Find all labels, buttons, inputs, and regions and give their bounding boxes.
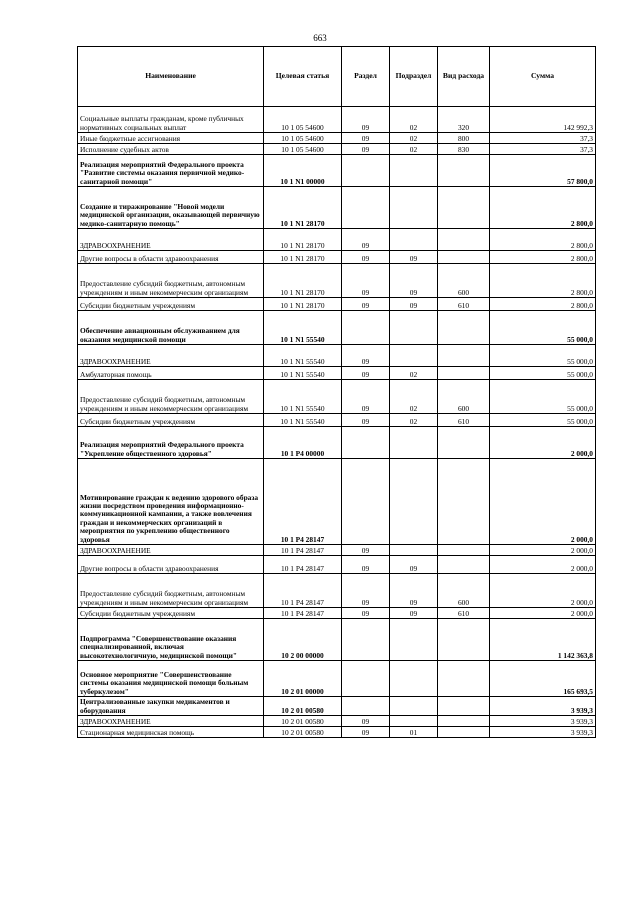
cell-amount: 3 939,3 [490, 716, 596, 727]
cell-subsection: 02 [390, 107, 438, 133]
cell-name: Предоставление субсидий бюджетным, автономным учреждениям и иным некоммерческим организациям [78, 380, 264, 414]
table-row [78, 155, 596, 187]
cell-target: 10 2 01 00580 [264, 697, 342, 716]
cell-subsection: 09 [390, 264, 438, 298]
cell-name: Социальные выплаты гражданам, кроме публичных нормативных социальных выплат [78, 107, 264, 133]
cell-amount: 2 800,0 [490, 264, 596, 298]
cell-amount: 55 000,0 [490, 367, 596, 380]
cell-target: 10 1 N1 00000 [264, 155, 342, 187]
cell-target: 10 1 N1 28170 [264, 229, 342, 251]
cell-expense-type [438, 311, 490, 345]
cell-amount: 2 800,0 [490, 229, 596, 251]
cell-subsection: 09 [390, 251, 438, 264]
table-row [78, 107, 596, 133]
cell-name: Основное мероприятие "Совершенствование системы оказания медицинской помощи больным туберкулезом" [78, 661, 264, 697]
cell-name: Субсидии бюджетным учреждениям [78, 608, 264, 619]
cell-target: 10 1 P4 00000 [264, 427, 342, 459]
cell-expense-type: 320 [438, 107, 490, 133]
header-expense-type: Вид расхода [438, 47, 490, 107]
cell-name: Обеспечение авиационным обслуживанием для оказания медицинской помощи [78, 311, 264, 345]
cell-target: 10 1 N1 28170 [264, 264, 342, 298]
cell-target: 10 1 N1 55540 [264, 414, 342, 427]
table-row [78, 545, 596, 556]
table-row [78, 311, 596, 345]
cell-subsection [390, 155, 438, 187]
cell-section [342, 187, 390, 229]
header-amount: Сумма [490, 47, 596, 107]
cell-amount: 55 000,0 [490, 380, 596, 414]
cell-name: Централизованные закупки медикаментов и оборудования [78, 697, 264, 716]
table-row [78, 427, 596, 459]
cell-section [342, 311, 390, 345]
table-body [78, 107, 596, 738]
cell-subsection: 02 [390, 414, 438, 427]
header-target: Целевая статья [264, 47, 342, 107]
table-row [78, 133, 596, 144]
cell-expense-type: 610 [438, 608, 490, 619]
cell-expense-type: 610 [438, 414, 490, 427]
cell-expense-type [438, 367, 490, 380]
cell-target: 10 1 P4 28147 [264, 574, 342, 608]
cell-target: 10 1 N1 55540 [264, 380, 342, 414]
table-row [78, 727, 596, 738]
cell-section: 09 [342, 298, 390, 311]
cell-section: 09 [342, 229, 390, 251]
cell-subsection: 09 [390, 298, 438, 311]
cell-amount: 2 000,0 [490, 427, 596, 459]
cell-expense-type [438, 727, 490, 738]
cell-amount: 55 000,0 [490, 345, 596, 367]
cell-target: 10 2 00 00000 [264, 619, 342, 661]
cell-name: Иные бюджетные ассигнования [78, 133, 264, 144]
cell-target: 10 1 N1 28170 [264, 187, 342, 229]
table-row [78, 187, 596, 229]
cell-section: 09 [342, 380, 390, 414]
cell-target: 10 1 P4 28147 [264, 545, 342, 556]
cell-subsection [390, 187, 438, 229]
cell-subsection [390, 716, 438, 727]
cell-subsection: 02 [390, 144, 438, 155]
table-row [78, 697, 596, 716]
cell-amount: 165 693,5 [490, 661, 596, 697]
cell-amount: 142 992,3 [490, 107, 596, 133]
cell-expense-type [438, 427, 490, 459]
cell-expense-type [438, 229, 490, 251]
cell-subsection: 09 [390, 556, 438, 574]
header-subsection: Подраздел [390, 47, 438, 107]
cell-section: 09 [342, 716, 390, 727]
table-row [78, 298, 596, 311]
cell-expense-type [438, 459, 490, 545]
cell-subsection [390, 229, 438, 251]
cell-amount: 1 142 363,8 [490, 619, 596, 661]
cell-section: 09 [342, 574, 390, 608]
cell-subsection: 02 [390, 367, 438, 380]
cell-section [342, 661, 390, 697]
table-row [78, 459, 596, 545]
cell-section: 09 [342, 107, 390, 133]
cell-subsection [390, 697, 438, 716]
cell-target: 10 1 05 54600 [264, 133, 342, 144]
cell-expense-type: 600 [438, 380, 490, 414]
cell-target: 10 2 01 00580 [264, 727, 342, 738]
cell-expense-type [438, 545, 490, 556]
cell-amount: 2 000,0 [490, 574, 596, 608]
cell-amount: 2 800,0 [490, 298, 596, 311]
cell-subsection: 01 [390, 727, 438, 738]
cell-subsection: 09 [390, 574, 438, 608]
table-row [78, 574, 596, 608]
header-name: Наименование [78, 47, 264, 107]
cell-expense-type: 800 [438, 133, 490, 144]
cell-section: 09 [342, 727, 390, 738]
header-section: Раздел [342, 47, 390, 107]
cell-expense-type [438, 155, 490, 187]
cell-section [342, 459, 390, 545]
table-row [78, 556, 596, 574]
cell-amount: 37,3 [490, 144, 596, 155]
cell-expense-type: 600 [438, 574, 490, 608]
cell-target: 10 1 N1 28170 [264, 298, 342, 311]
cell-target: 10 1 N1 55540 [264, 367, 342, 380]
cell-subsection [390, 545, 438, 556]
cell-expense-type [438, 251, 490, 264]
cell-name: Подпрограмма "Совершенствование оказания специализированной, включая высокотехнологичную, медицинской помощи" [78, 619, 264, 661]
cell-target: 10 2 01 00000 [264, 661, 342, 697]
cell-target: 10 1 05 54600 [264, 107, 342, 133]
cell-name: Реализация мероприятий Федерального проекта "Развитие системы оказания первичной медико-санитарной помощи" [78, 155, 264, 187]
cell-section: 09 [342, 414, 390, 427]
cell-section [342, 697, 390, 716]
cell-target: 10 1 P4 28147 [264, 608, 342, 619]
cell-section: 09 [342, 251, 390, 264]
cell-amount: 2 000,0 [490, 459, 596, 545]
cell-amount: 37,3 [490, 133, 596, 144]
table-row [78, 619, 596, 661]
cell-target: 10 1 N1 55540 [264, 345, 342, 367]
cell-subsection: 02 [390, 133, 438, 144]
table-row [78, 251, 596, 264]
cell-name: Мотивирование граждан к ведению здорового образа жизни посредством проведения информационно-коммуникационной кампании, а также вовлечения граждан и некоммерческих организаций в мероприятия по укреплению общественного здоровья [78, 459, 264, 545]
table-row [78, 144, 596, 155]
cell-name: ЗДРАВООХРАНЕНИЕ [78, 716, 264, 727]
cell-expense-type [438, 187, 490, 229]
cell-expense-type [438, 716, 490, 727]
table-row [78, 661, 596, 697]
cell-target: 10 1 P4 28147 [264, 556, 342, 574]
cell-amount: 57 800,0 [490, 155, 596, 187]
cell-expense-type: 830 [438, 144, 490, 155]
table-row [78, 608, 596, 619]
cell-subsection [390, 311, 438, 345]
cell-expense-type [438, 619, 490, 661]
cell-section: 09 [342, 264, 390, 298]
cell-name: Создание и тиражирование "Новой модели медицинской организации, оказывающей первичную медико-санитарную помощь" [78, 187, 264, 229]
cell-section [342, 427, 390, 459]
cell-subsection: 09 [390, 608, 438, 619]
cell-section: 09 [342, 556, 390, 574]
cell-expense-type: 600 [438, 264, 490, 298]
cell-amount: 55 000,0 [490, 311, 596, 345]
cell-subsection [390, 661, 438, 697]
cell-section: 09 [342, 345, 390, 367]
table-header-row [78, 47, 596, 107]
cell-amount: 55 000,0 [490, 414, 596, 427]
cell-section: 09 [342, 144, 390, 155]
cell-amount: 2 000,0 [490, 545, 596, 556]
table-row [78, 414, 596, 427]
cell-amount: 2 800,0 [490, 187, 596, 229]
cell-name: Субсидии бюджетным учреждениям [78, 298, 264, 311]
cell-subsection [390, 619, 438, 661]
cell-name: ЗДРАВООХРАНЕНИЕ [78, 345, 264, 367]
cell-name: Стационарная медицинская помощь [78, 727, 264, 738]
cell-target: 10 1 N1 55540 [264, 311, 342, 345]
table-row [78, 345, 596, 367]
cell-expense-type [438, 345, 490, 367]
cell-name: Субсидии бюджетным учреждениям [78, 414, 264, 427]
cell-section: 09 [342, 367, 390, 380]
cell-section: 09 [342, 133, 390, 144]
cell-name: Реализация мероприятий Федерального проекта "Укрепление общественного здоровья" [78, 427, 264, 459]
cell-section: 09 [342, 608, 390, 619]
cell-subsection: 02 [390, 380, 438, 414]
table-row [78, 264, 596, 298]
cell-name: Предоставление субсидий бюджетным, автономным учреждениям и иным некоммерческим организациям [78, 264, 264, 298]
cell-subsection [390, 459, 438, 545]
cell-name: Другие вопросы в области здравоохранения [78, 251, 264, 264]
cell-expense-type [438, 556, 490, 574]
cell-expense-type: 610 [438, 298, 490, 311]
cell-amount: 2 000,0 [490, 608, 596, 619]
cell-section: 09 [342, 545, 390, 556]
cell-subsection [390, 427, 438, 459]
cell-amount: 3 939,3 [490, 727, 596, 738]
cell-amount: 2 000,0 [490, 556, 596, 574]
table-row [78, 380, 596, 414]
table-row [78, 716, 596, 727]
page-number: 663 [313, 33, 327, 43]
cell-section [342, 619, 390, 661]
cell-name: Амбулаторная помощь [78, 367, 264, 380]
cell-expense-type [438, 661, 490, 697]
cell-target: 10 1 N1 28170 [264, 251, 342, 264]
cell-name: Другие вопросы в области здравоохранения [78, 556, 264, 574]
budget-table [77, 46, 596, 738]
cell-name: ЗДРАВООХРАНЕНИЕ [78, 229, 264, 251]
cell-expense-type [438, 697, 490, 716]
cell-amount: 3 939,3 [490, 697, 596, 716]
cell-subsection [390, 345, 438, 367]
table-row [78, 367, 596, 380]
cell-target: 10 1 05 54600 [264, 144, 342, 155]
table-row [78, 229, 596, 251]
cell-target: 10 1 P4 28147 [264, 459, 342, 545]
cell-amount: 2 800,0 [490, 251, 596, 264]
cell-section [342, 155, 390, 187]
cell-name: ЗДРАВООХРАНЕНИЕ [78, 545, 264, 556]
cell-name: Предоставление субсидий бюджетным, автономным учреждениям и иным некоммерческим организациям [78, 574, 264, 608]
cell-target: 10 2 01 00580 [264, 716, 342, 727]
cell-name: Исполнение судебных актов [78, 144, 264, 155]
